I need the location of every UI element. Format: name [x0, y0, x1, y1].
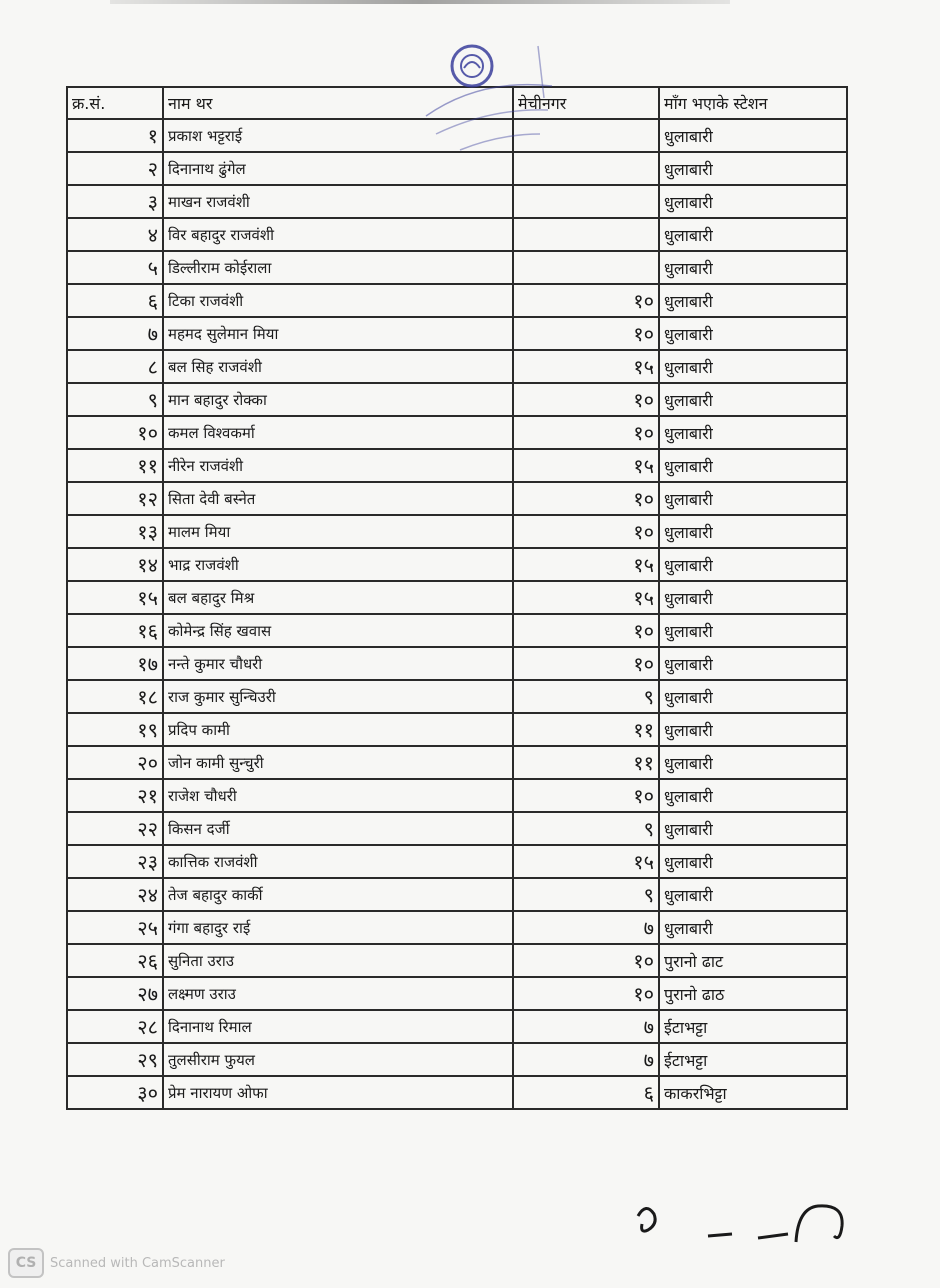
- count-cell: १०: [513, 317, 659, 350]
- table-row: [67, 185, 847, 218]
- name-cell: प्रकाश भट्टराई: [163, 119, 513, 152]
- count-cell: १५: [513, 845, 659, 878]
- table-row: [67, 548, 847, 581]
- station-cell: धुलाबारी: [659, 614, 847, 647]
- station-cell: धुलाबारी: [659, 185, 847, 218]
- name-cell: बल सिह राजवंशी: [163, 350, 513, 383]
- name-cell: किसन दर्जी: [163, 812, 513, 845]
- table-row: [67, 581, 847, 614]
- station-cell: धुलाबारी: [659, 449, 847, 482]
- table-row: [67, 812, 847, 845]
- count-cell: [513, 218, 659, 251]
- name-cell: विर बहादुर राजवंशी: [163, 218, 513, 251]
- serial-number-cell: १८: [67, 680, 163, 713]
- count-cell: ९: [513, 878, 659, 911]
- count-cell: [513, 119, 659, 152]
- station-cell: धुलाबारी: [659, 911, 847, 944]
- header-requested-station: माँग भएाके स्टेशन: [659, 87, 847, 119]
- serial-number-cell: २९: [67, 1043, 163, 1076]
- count-cell: १०: [513, 977, 659, 1010]
- name-cell: डिल्लीराम कोईराला: [163, 251, 513, 284]
- name-cell: माखन राजवंशी: [163, 185, 513, 218]
- name-cell: भाद्र राजवंशी: [163, 548, 513, 581]
- name-cell: सिता देवी बस्नेत: [163, 482, 513, 515]
- name-cell: महमद सुलेमान मिया: [163, 317, 513, 350]
- count-cell: ७: [513, 1043, 659, 1076]
- count-cell: १०: [513, 779, 659, 812]
- table-row: [67, 779, 847, 812]
- name-cell: राजेश चौधरी: [163, 779, 513, 812]
- serial-number-cell: ८: [67, 350, 163, 383]
- count-cell: १०: [513, 944, 659, 977]
- name-cell: बल बहादुर मिश्र: [163, 581, 513, 614]
- serial-number-cell: १: [67, 119, 163, 152]
- serial-number-cell: २८: [67, 1010, 163, 1043]
- table-row: [67, 482, 847, 515]
- station-cell: धुलाबारी: [659, 515, 847, 548]
- station-cell: धुलाबारी: [659, 251, 847, 284]
- count-cell: १५: [513, 581, 659, 614]
- name-cell: तेज बहादुर कार्की: [163, 878, 513, 911]
- count-cell: [513, 185, 659, 218]
- station-cell: धुलाबारी: [659, 845, 847, 878]
- station-cell: पुरानो ढाठ: [659, 977, 847, 1010]
- table-row: [67, 251, 847, 284]
- table-row: [67, 284, 847, 317]
- station-cell: धुलाबारी: [659, 812, 847, 845]
- table-body: [67, 119, 847, 1109]
- header-name: नाम थर: [163, 87, 513, 119]
- station-cell: धुलाबारी: [659, 119, 847, 152]
- header-serial-number: क्र.सं.: [67, 87, 163, 119]
- table-row: [67, 680, 847, 713]
- table-row: [67, 911, 847, 944]
- serial-number-cell: २०: [67, 746, 163, 779]
- serial-number-cell: २३: [67, 845, 163, 878]
- count-cell: ९: [513, 680, 659, 713]
- table-row: [67, 350, 847, 383]
- station-cell: धुलाबारी: [659, 713, 847, 746]
- serial-number-cell: ६: [67, 284, 163, 317]
- table-row: [67, 944, 847, 977]
- serial-number-cell: १५: [67, 581, 163, 614]
- header-station-count: मेचीनगर: [513, 87, 659, 119]
- station-cell: धुलाबारी: [659, 416, 847, 449]
- name-cell: सुनिता उराउ: [163, 944, 513, 977]
- camscanner-text: Scanned with CamScanner: [50, 1255, 225, 1271]
- count-cell: १०: [513, 482, 659, 515]
- serial-number-cell: १७: [67, 647, 163, 680]
- station-cell: धुलाबारी: [659, 680, 847, 713]
- name-cell: कात्तिक राजवंशी: [163, 845, 513, 878]
- serial-number-cell: १२: [67, 482, 163, 515]
- serial-number-cell: २५: [67, 911, 163, 944]
- serial-number-cell: १३: [67, 515, 163, 548]
- serial-number-cell: १९: [67, 713, 163, 746]
- serial-number-cell: ९: [67, 383, 163, 416]
- table-row: [67, 878, 847, 911]
- serial-number-cell: ५: [67, 251, 163, 284]
- station-cell: धुलाबारी: [659, 284, 847, 317]
- serial-number-cell: २६: [67, 944, 163, 977]
- camscanner-watermark: [8, 1248, 225, 1278]
- station-request-table: [66, 86, 848, 1110]
- station-cell: धुलाबारी: [659, 581, 847, 614]
- table-row: [67, 416, 847, 449]
- station-cell: धुलाबारी: [659, 383, 847, 416]
- table-row: [67, 449, 847, 482]
- count-cell: १५: [513, 350, 659, 383]
- name-cell: गंगा बहादुर राई: [163, 911, 513, 944]
- station-cell: ईटाभट्टा: [659, 1010, 847, 1043]
- serial-number-cell: ४: [67, 218, 163, 251]
- name-cell: दिनानाथ रिमाल: [163, 1010, 513, 1043]
- name-cell: नीरेन राजवंशी: [163, 449, 513, 482]
- table-header-row: [67, 87, 847, 119]
- count-cell: ११: [513, 746, 659, 779]
- station-cell: धुलाबारी: [659, 482, 847, 515]
- count-cell: ६: [513, 1076, 659, 1109]
- handwritten-signature: [628, 1196, 868, 1256]
- count-cell: [513, 152, 659, 185]
- serial-number-cell: २: [67, 152, 163, 185]
- table-row: [67, 1043, 847, 1076]
- count-cell: १५: [513, 449, 659, 482]
- name-cell: राज कुमार सुन्चिउरी: [163, 680, 513, 713]
- count-cell: १०: [513, 515, 659, 548]
- count-cell: ९: [513, 812, 659, 845]
- table-row: [67, 746, 847, 779]
- camscanner-logo-icon: CS: [8, 1248, 44, 1278]
- station-cell: धुलाबारी: [659, 317, 847, 350]
- name-cell: कोमेन्द्र सिंह खवास: [163, 614, 513, 647]
- table-row: [67, 713, 847, 746]
- name-cell: दिनानाथ ढुंगेल: [163, 152, 513, 185]
- table-row: [67, 1010, 847, 1043]
- serial-number-cell: २१: [67, 779, 163, 812]
- station-cell: धुलाबारी: [659, 350, 847, 383]
- count-cell: ७: [513, 1010, 659, 1043]
- name-cell: कमल विश्वकर्मा: [163, 416, 513, 449]
- serial-number-cell: ३: [67, 185, 163, 218]
- station-cell: धुलाबारी: [659, 152, 847, 185]
- table-row: [67, 383, 847, 416]
- name-cell: जोन कामी सुन्चुरी: [163, 746, 513, 779]
- serial-number-cell: ३०: [67, 1076, 163, 1109]
- name-cell: लक्ष्मण उराउ: [163, 977, 513, 1010]
- count-cell: १०: [513, 614, 659, 647]
- table-row: [67, 317, 847, 350]
- serial-number-cell: ७: [67, 317, 163, 350]
- station-cell: धुलाबारी: [659, 548, 847, 581]
- station-cell: काकरभिट्टा: [659, 1076, 847, 1109]
- count-cell: १०: [513, 647, 659, 680]
- serial-number-cell: १४: [67, 548, 163, 581]
- table-row: [67, 218, 847, 251]
- table-row: [67, 614, 847, 647]
- serial-number-cell: २२: [67, 812, 163, 845]
- station-cell: धुलाबारी: [659, 779, 847, 812]
- station-cell: धुलाबारी: [659, 878, 847, 911]
- station-cell: पुरानो ढाट: [659, 944, 847, 977]
- count-cell: १०: [513, 284, 659, 317]
- table-row: [67, 515, 847, 548]
- table-row: [67, 977, 847, 1010]
- count-cell: १०: [513, 383, 659, 416]
- table-row: [67, 1076, 847, 1109]
- station-cell: ईटाभट्टा: [659, 1043, 847, 1076]
- serial-number-cell: १०: [67, 416, 163, 449]
- count-cell: ११: [513, 713, 659, 746]
- name-cell: प्रदिप कामी: [163, 713, 513, 746]
- name-cell: मान बहादुर रोक्का: [163, 383, 513, 416]
- serial-number-cell: २७: [67, 977, 163, 1010]
- table-row: [67, 647, 847, 680]
- table-row: [67, 152, 847, 185]
- station-cell: धुलाबारी: [659, 746, 847, 779]
- count-cell: [513, 251, 659, 284]
- count-cell: ७: [513, 911, 659, 944]
- table-row: [67, 845, 847, 878]
- name-cell: तुलसीराम फुयल: [163, 1043, 513, 1076]
- serial-number-cell: २४: [67, 878, 163, 911]
- table-row: [67, 119, 847, 152]
- serial-number-cell: ११: [67, 449, 163, 482]
- scan-edge-shadow: [110, 0, 730, 4]
- name-cell: प्रेम नारायण ओफा: [163, 1076, 513, 1109]
- station-cell: धुलाबारी: [659, 218, 847, 251]
- count-cell: १०: [513, 416, 659, 449]
- count-cell: १५: [513, 548, 659, 581]
- name-cell: नन्ते कुमार चौधरी: [163, 647, 513, 680]
- station-cell: धुलाबारी: [659, 647, 847, 680]
- name-cell: टिका राजवंशी: [163, 284, 513, 317]
- name-cell: मालम मिया: [163, 515, 513, 548]
- serial-number-cell: १६: [67, 614, 163, 647]
